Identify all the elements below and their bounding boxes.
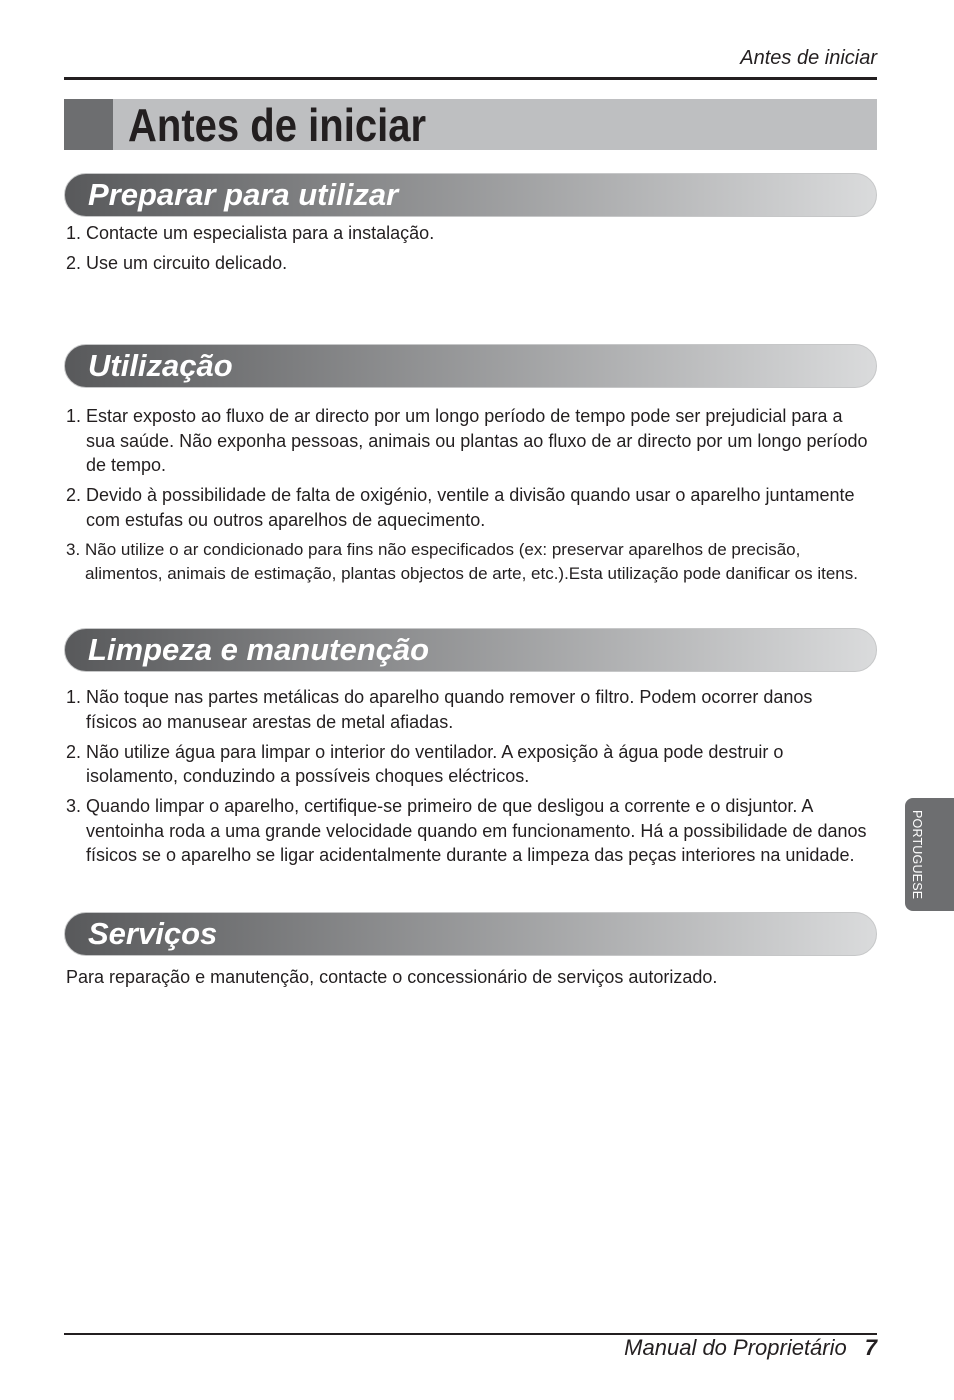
item-number: 1. (66, 687, 82, 707)
list-item (66, 251, 877, 276)
section-heading-bar (64, 628, 877, 672)
item-text-line: com estufas ou outros aparelhos de aquecimento. (86, 509, 486, 530)
language-tab-label: PORTUGUESE (910, 810, 924, 900)
item-number: 2. (66, 741, 82, 762)
item-number: 3. (66, 796, 82, 816)
item-text-line: de tempo. (86, 455, 167, 475)
item-text-line: físicos se o aparelho se ligar acidentalmente durante a limpeza das peças interiores na unidade. (86, 845, 855, 865)
numbered-list (66, 221, 877, 281)
running-header: Antes de iniciar (740, 47, 877, 69)
services-paragraph: Para reparação e manutenção, contacte o concessionário de serviços autorizado. (66, 967, 718, 987)
item-text-line: físicos ao manusear arestas de metal afiadas. (86, 711, 454, 732)
list-item (66, 404, 877, 478)
list-item (66, 483, 877, 532)
numbered-list (66, 404, 877, 591)
item-text-line: Quando limpar o aparelho, certifique-se primeiro de que desligou a corrente e o disjuntor. A (86, 796, 814, 816)
item-text-line: Não toque nas partes metálicas do aparelho quando remover o filtro. Podem ocorrer danos (86, 687, 813, 707)
section-heading: Preparar para utilizar (88, 177, 399, 212)
footer-label: Manual do Proprietário (624, 1335, 847, 1360)
header-rule (64, 77, 877, 80)
list-item (66, 685, 877, 734)
item-text-line: Estar exposto ao fluxo de ar directo por um longo período de tempo pode ser prejudicial para a (86, 406, 843, 426)
section-heading-bar (64, 912, 877, 956)
item-text-line: Use um circuito delicado. (86, 253, 288, 273)
page-title: Antes de iniciar (128, 99, 427, 151)
footer (624, 1336, 877, 1360)
item-text-line: isolamento, conduzindo a possíveis choques eléctricos. (86, 766, 530, 786)
language-tab (905, 798, 954, 911)
item-text-line: Contacte um especialista para a instalação. (86, 223, 435, 243)
item-text-line: Não utilize o ar condicionado para fins não especificados (ex: preservar aparelhos de precisão, (85, 539, 801, 559)
section-heading-bar (64, 173, 877, 217)
title-block (64, 99, 113, 150)
item-number: 2. (66, 485, 82, 505)
item-text-line: Devido à possibilidade de falta de oxigénio, ventile a divisão quando usar o aparelho juntamente (86, 485, 855, 505)
list-item (66, 221, 877, 246)
numbered-list (66, 685, 877, 873)
list-item (66, 740, 877, 789)
list-item (66, 794, 877, 868)
item-number: 2. (66, 253, 82, 273)
item-number: 3. (66, 539, 81, 559)
list-item (66, 538, 877, 586)
page-number: 7 (864, 1335, 877, 1360)
section-heading: Utilização (88, 348, 233, 383)
section-heading: Serviços (88, 916, 218, 951)
item-number: 1. (66, 406, 82, 426)
item-text-line: ventoinha roda a uma grande velocidade quando em funcionamento. Há a possibilidade de danos (86, 820, 867, 841)
item-text-line: sua saúde. Não exponha pessoas, animais ou plantas ao fluxo de ar directo por um longo período (86, 430, 868, 451)
item-text-line: Não utilize água para limpar o interior do ventilador. A exposição à água pode destruir o (86, 741, 784, 762)
item-number: 1. (66, 223, 82, 243)
section-heading-bar (64, 344, 877, 388)
title-bar (64, 99, 877, 150)
section-heading: Limpeza e manutenção (88, 632, 430, 667)
item-text-line: alimentos, animais de estimação, plantas objectos de arte, etc.).Esta utilização pode danificar os itens. (85, 563, 858, 583)
